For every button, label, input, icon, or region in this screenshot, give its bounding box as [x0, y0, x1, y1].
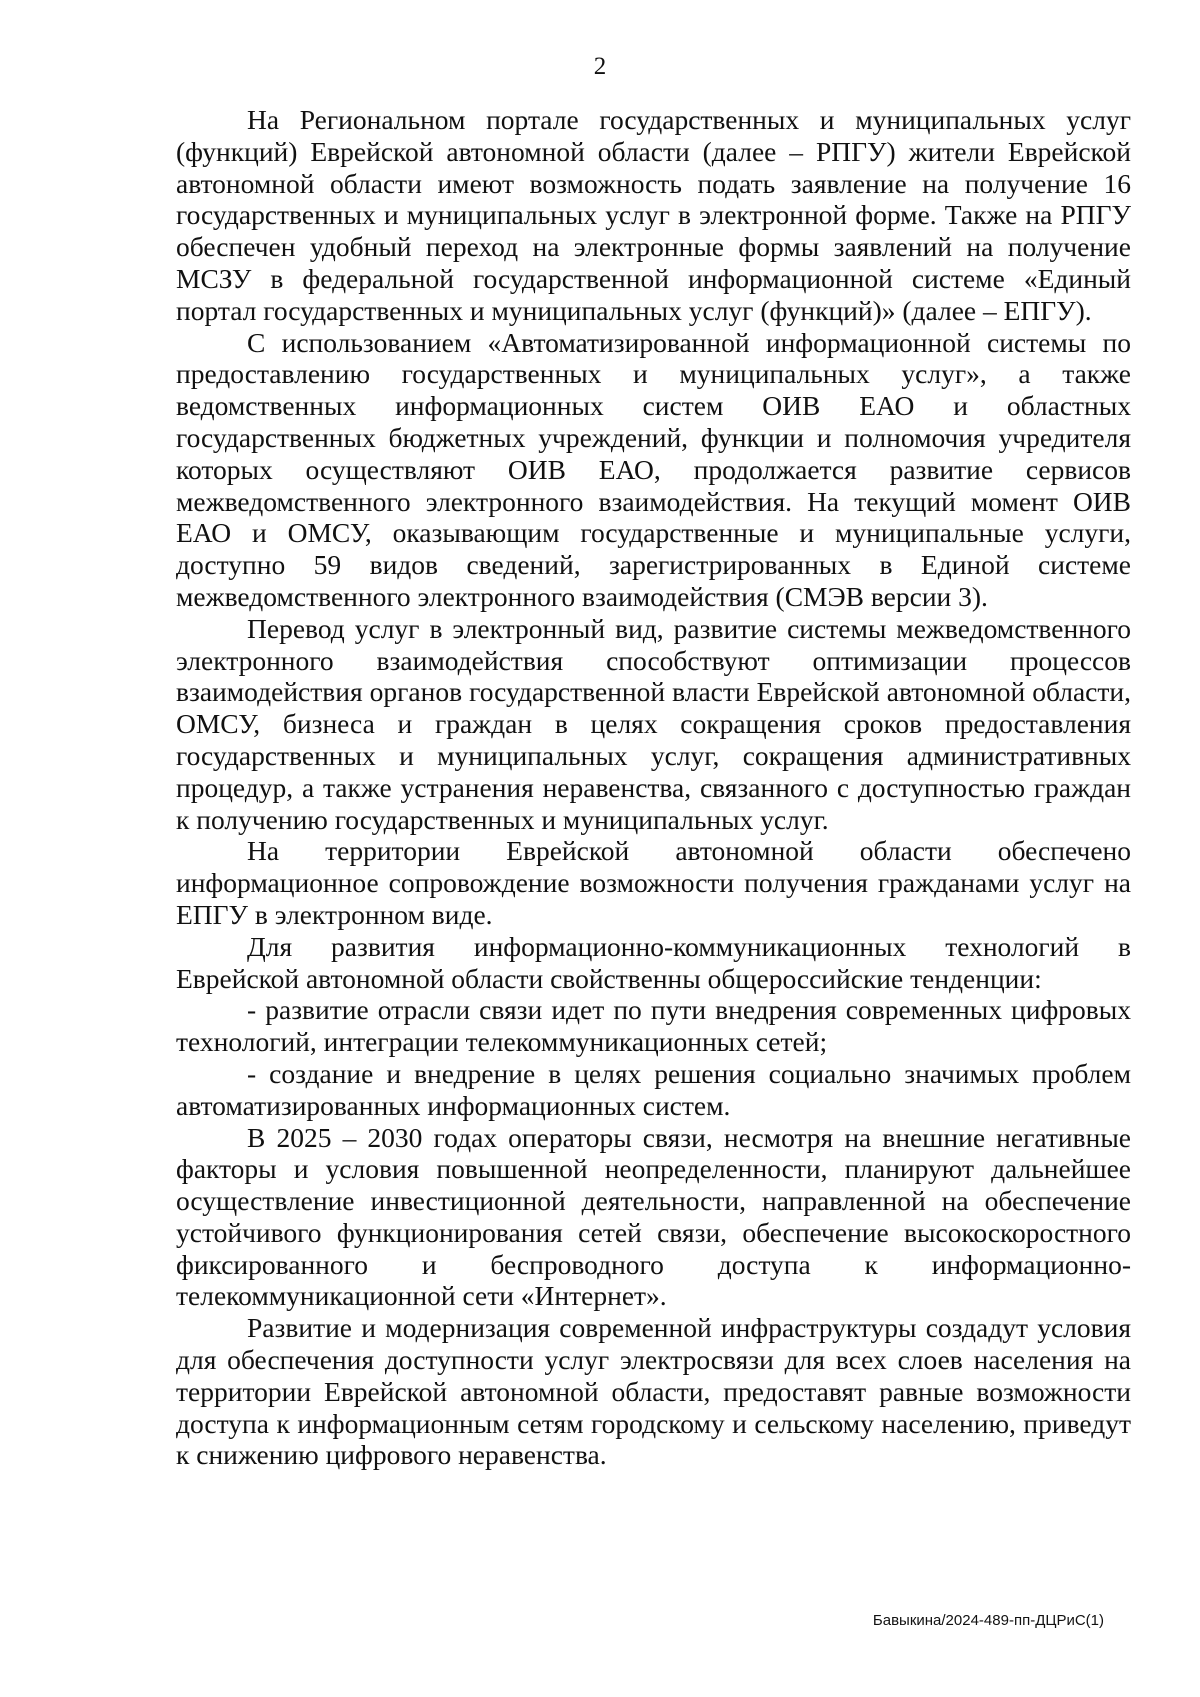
paragraph-info-support: На территории Еврейской автономной области обеспечено информационное сопровождение возможности получения гражданами услуг на ЕПГУ в электронном виде.: [176, 835, 1131, 930]
paragraph-ict-trends: Для развития информационно-коммуникационных технологий в Еврейской автономной области свойственны общероссийские тенденции:: [176, 930, 1131, 994]
paragraph-rpgu-portal: На Региональном портале государственных и муниципальных услуг (функций) Еврейской автономной области (далее – РПГУ) жители Еврейской автономной области имеют возможность подать заявление на получение 16 государственных и муниципальных услуг в электронной форме. Также на РПГУ обеспечен удобный переход на электронные формы заявлений на получение МСЗУ в федеральной государственной информационной системе «Единый портал государственных и муниципальных услуг (функций)» (далее – ЕПГУ).: [176, 104, 1131, 326]
paragraph-trend-systems: - создание и внедрение в целях решения социально значимых проблем автоматизированных информационных систем.: [176, 1057, 1131, 1121]
paragraph-operators-plans: В 2025 – 2030 годах операторы связи, несмотря на внешние негативные факторы и условия повышенной неопределенности, планируют дальнейшее осуществление инвестиционной деятельности, направленной на обеспечение устойчивого функционирования сетей связи, обеспечение высокоскоростного фиксированного и беспроводного доступа к информационно-телекоммуникационной сети «Интернет».: [176, 1121, 1131, 1312]
paragraph-smev-interaction: С использованием «Автоматизированной информационной системы по предоставлению государственных и муниципальных услуг», а также ведомственных информационных систем ОИВ ЕАО и областных государственных бюджетных учреждений, функции и полномочия учредителя которых осуществляют ОИВ ЕАО, продолжается развитие сервисов межведомственного электронного взаимодействия. На текущий момент ОИВ ЕАО и ОМСУ, оказывающим государственные и муниципальные услуги, доступно 59 видов сведений, зарегистрированных в Единой системе межведомственного электронного взаимодействия (СМЭВ версии 3).: [176, 326, 1131, 612]
document-reference-code: Бавыкина/2024-489-пп-ДЦРиС(1): [872, 1612, 1104, 1629]
page-number: 2: [593, 53, 607, 80]
paragraph-trend-digital: - развитие отрасли связи идет по пути внедрения современных цифровых технологий, интеграции телекоммуникационных сетей;: [176, 994, 1131, 1058]
document-body: [176, 104, 1131, 1471]
paragraph-services-transfer: Перевод услуг в электронный вид, развитие системы межведомственного электронного взаимодействия способствуют оптимизации процессов взаимодействия органов государственной власти Еврейской автономной области, ОМСУ, бизнеса и граждан в целях сокращения сроков предоставления государственных и муниципальных услуг, сокращения административных процедур, а также устранения неравенства, связанного с доступностью граждан к получению государственных и муниципальных услуг.: [176, 612, 1131, 835]
paragraph-infrastructure: Развитие и модернизация современной инфраструктуры создадут условия для обеспечения доступности услуг электросвязи для всех слоев населения на территории Еврейской автономной области, предоставят равные возможности доступа к информационным сетям городскому и сельскому населению, приведут к снижению цифрового неравенства.: [176, 1312, 1131, 1471]
